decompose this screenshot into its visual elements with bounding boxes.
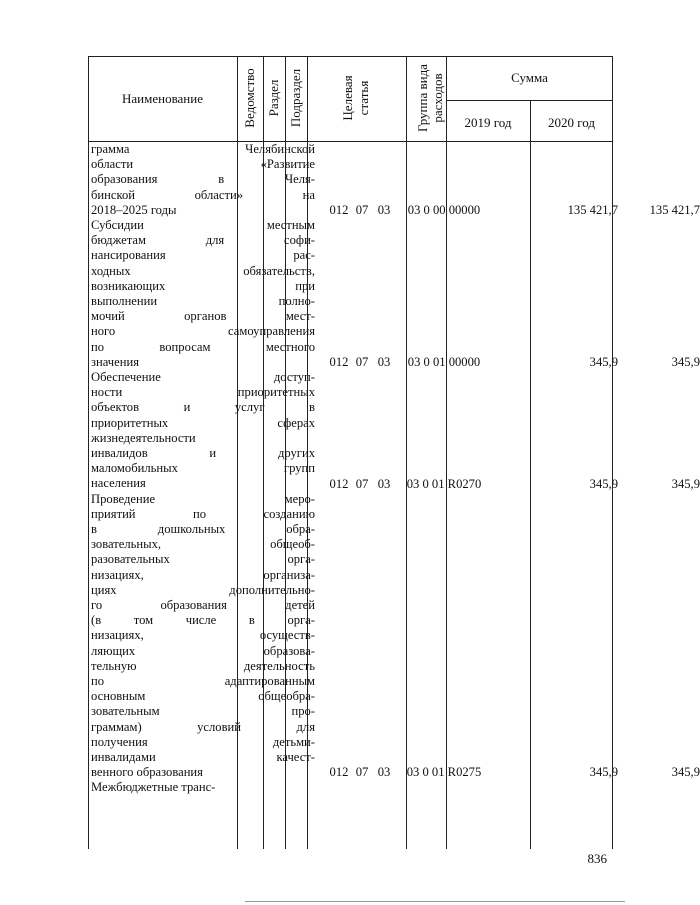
row-name-line: граммам) условий для [91, 719, 315, 734]
row-name [91, 142, 315, 218]
header-celevaya-line2: статья [356, 80, 371, 116]
table-row [88, 370, 700, 492]
row-name-line: приятий по созданию [91, 506, 315, 521]
row-name-line: образования в Челя- [91, 172, 315, 187]
row-name-line: получения детьми- [91, 734, 315, 749]
row-name-line: основным общеобра- [91, 689, 315, 704]
row-razdel: 07 [355, 476, 369, 491]
header-gruppa-line1: Группа вида [415, 64, 430, 132]
row-name-line: 2018–2025 годы [91, 202, 177, 217]
row-name-line: области «Развитие [91, 157, 315, 172]
row-sum-2019: 345,9 [589, 476, 618, 491]
row-razdel: 07 [355, 203, 369, 217]
row-name-line: мочий органов мест- [91, 309, 315, 324]
page-number: 836 [587, 851, 607, 866]
table-row [88, 142, 700, 218]
table-row [88, 491, 700, 781]
row-name-line: жизнедеятельности [91, 430, 196, 445]
row-name-line: бинской области» на [91, 187, 315, 202]
row-vedomstvo: 012 [329, 476, 349, 491]
page-footer-line [245, 901, 625, 902]
row-celevaya: 03 0 01 R0270 [406, 476, 482, 491]
row-podrazdel: 03 [377, 765, 391, 780]
row-name-line: бюджетам для софи- [91, 233, 315, 248]
row-name-line: зовательных, общеоб- [91, 537, 315, 552]
row-razdel: 07 [355, 765, 369, 780]
table-row [88, 780, 613, 795]
row-name-line: венного образования [91, 765, 203, 780]
row-name-line: го образования детей [91, 598, 315, 613]
row-sum-2020: 345,9 [671, 476, 700, 491]
row-podrazdel: 03 [377, 355, 391, 369]
row-celevaya: 03 0 01 R0275 [406, 765, 482, 780]
row-name-line: инвалидами качест- [91, 750, 315, 765]
row-vedomstvo: 012 [329, 203, 349, 217]
row-sum-2020: 135 421,7 [649, 203, 700, 217]
table-row [88, 218, 700, 370]
row-name-line: нансирования рас- [91, 248, 315, 263]
row-name-line: значения [91, 354, 139, 369]
row-name [91, 370, 315, 492]
row-name-line: по вопросам местного [91, 339, 315, 354]
row-podrazdel: 03 [377, 203, 391, 217]
header-celevaya-line1: Целевая [340, 75, 355, 121]
row-name-line: Проведение меро- [91, 491, 315, 506]
row-name-line: низациях, осуществ- [91, 628, 315, 643]
row-celevaya: 03 0 00 00000 [407, 203, 481, 217]
row-name-line: разовательных орга- [91, 552, 315, 567]
row-name-line: Субсидии местным [91, 218, 315, 232]
row-name-line: тельную деятельность [91, 658, 315, 673]
row-name-line: ляющих образова- [91, 643, 315, 658]
row-name-line: Обеспечение доступ- [91, 370, 315, 384]
row-name-line: возникающих при [91, 278, 315, 293]
row-name-line: маломобильных групп [91, 461, 315, 476]
header-name: Наименование [122, 91, 203, 106]
row-name-line: (в том числе в орга- [91, 613, 315, 628]
header-summa: Сумма [511, 70, 548, 85]
row-razdel: 07 [355, 355, 369, 369]
row-name-line: зовательным про- [91, 704, 315, 719]
row-vedomstvo: 012 [329, 355, 349, 369]
row-sum-2020: 345,9 [671, 765, 700, 780]
row-name-line: грамма Челябинской [91, 142, 315, 156]
header-podrazdel: Подраздел [288, 68, 303, 128]
row-podrazdel: 03 [377, 476, 391, 491]
row-name-line: ности приоритетных [91, 385, 315, 400]
row-sum-2019: 135 421,7 [567, 203, 618, 217]
row-name-line: населения [91, 476, 146, 491]
row-name-line: низациях, организа- [91, 567, 315, 582]
row-sum-2020: 345,9 [671, 355, 700, 369]
row-name-line: по адаптированным [91, 674, 315, 689]
row-name-line: приоритетных сферах [91, 415, 315, 430]
row-name-line: ного самоуправления [91, 324, 315, 339]
row-sum-2019: 345,9 [589, 355, 618, 369]
header-gruppa-line2: расходов [430, 73, 445, 123]
row-sum-2019: 345,9 [589, 765, 618, 780]
row-name-line: Межбюджетные транс- [91, 780, 216, 795]
row-name-line: инвалидов и других [91, 446, 315, 461]
row-vedomstvo: 012 [329, 765, 349, 780]
header-vedomstvo: Ведомство [242, 68, 257, 128]
row-name-line: ходных обязательств, [91, 263, 315, 278]
row-name [91, 492, 315, 781]
header-year-2020: 2020 год [548, 115, 595, 130]
header-year-2019: 2019 год [464, 115, 512, 130]
row-name-line: объектов и услуг в [91, 400, 315, 415]
row-name [91, 218, 315, 370]
header-razdel: Раздел [266, 79, 281, 117]
row-name-line: в дошкольных обра- [91, 522, 315, 536]
row-name-line: циях дополнительно- [91, 582, 315, 597]
row-name-line: выполнении полно- [91, 294, 315, 309]
row-name [91, 780, 315, 795]
row-celevaya: 03 0 01 00000 [407, 355, 481, 369]
